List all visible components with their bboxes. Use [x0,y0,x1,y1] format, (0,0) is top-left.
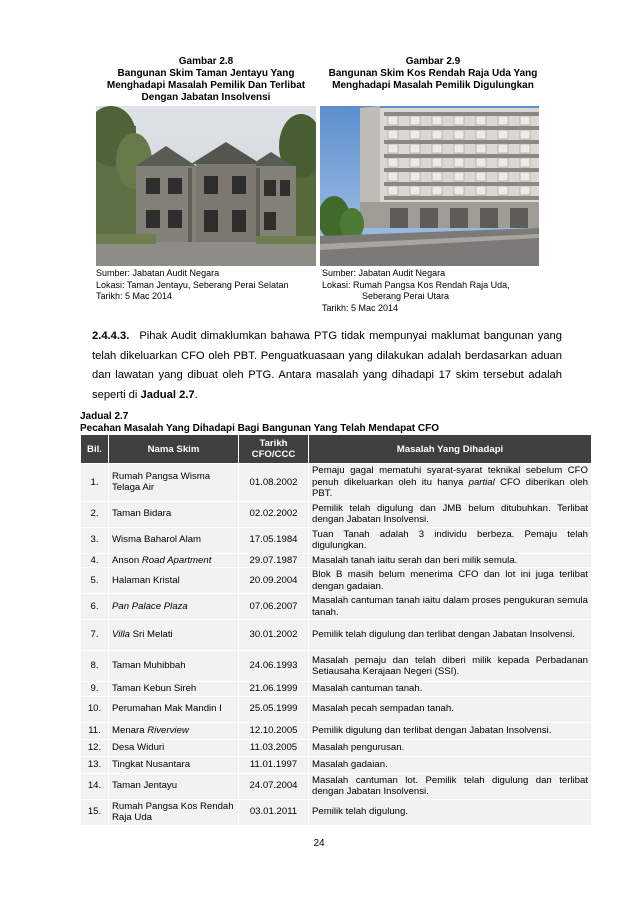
row-tarikh: 12.10.2005 [239,722,309,739]
figure-2-8-title: Gambar 2.8 [178,56,234,67]
row-masalah: Masalah cantuman lot. Pemilik telah digulung dan terlibat dengan Jabatan Insolvensi. [309,773,592,799]
page-number: 24 [313,838,325,849]
figure-2-9-caption: Bangunan Skim Kos Rendah Raja Uda Yang Menghadapi Masalah Pemilik Digulungkan [328,68,538,91]
row-nama-skim: Tingkat Nusantara [109,756,239,773]
figure-2-8-source: Sumber: Jabatan Audit Negara [96,268,220,278]
row-nama-skim: Desa Widuri [109,739,239,756]
photo-raja-uda [320,106,539,266]
table-row [81,620,592,651]
row-tarikh: 01.08.2002 [239,464,309,502]
figure-2-9-date: Tarikh: 5 Mac 2014 [322,302,399,313]
figure-2-8-location: Lokasi: Taman Jentayu, Seberang Perai Selatan [96,279,289,290]
row-masalah: Masalah pecah sempadan tanah. [309,696,592,722]
header-masalah: Masalah Yang Dihadapi [309,435,592,464]
table-header-row [81,435,592,464]
row-nama-skim: Menara Riverview [109,722,239,739]
figure-2-8-caption-block [96,56,316,104]
figure-2-8-source-block [96,268,316,303]
row-nama-skim: Pan Palace Plaza [109,594,239,620]
table-row [81,773,592,799]
figure-2-9-title: Gambar 2.9 [405,56,461,67]
row-tarikh: 25.05.1999 [239,696,309,722]
table-label: Jadual 2.7 [80,411,129,422]
table-row [81,527,592,553]
table-row [81,501,592,527]
paragraph-number: 2.4.4.3. [92,330,130,342]
row-masalah: Pemilik telah digulung dan terlibat dengan Jabatan Insolvensi. [309,620,592,651]
row-bil: 9. [81,682,109,697]
row-nama-skim: Rumah Pangsa Wisma Telaga Air [109,464,239,502]
row-nama-skim: Wisma Baharol Alam [109,527,239,553]
row-bil: 14. [81,773,109,799]
row-masalah: Masalah gadaian. [309,756,592,773]
row-masalah: Pemilik digulung dan terlibat dengan Jabatan Insolvensi. [309,722,592,739]
row-masalah: Pemilik telah digulung. [309,799,592,825]
table-row [81,722,592,739]
figure-2-9-source: Sumber: Jabatan Audit Negara [322,268,446,278]
paragraph-2-4-4-3 [92,327,562,405]
row-bil: 1. [81,464,109,502]
table-row [81,756,592,773]
row-bil: 8. [81,651,109,682]
row-bil: 13. [81,756,109,773]
table-row [81,651,592,682]
row-tarikh: 07.06.2007 [239,594,309,620]
row-bil: 15. [81,799,109,825]
row-masalah: Masalah cantuman tanah iaitu dalam proses pengukuran semula tanah. [309,594,592,620]
row-nama-skim: Halaman Kristal [109,568,239,594]
table-row [81,696,592,722]
row-tarikh: 30.01.2002 [239,620,309,651]
row-nama-skim: Rumah Pangsa Kos Rendah Raja Uda [109,799,239,825]
row-tarikh: 20.09.2004 [239,568,309,594]
figure-2-8-caption: Bangunan Skim Taman Jentayu Yang Menghadapi Masalah Pemilik Dan Terlibat Dengan Jabatan Insolvensi [106,68,306,103]
table-row [81,594,592,620]
paragraph-table-ref: Jadual 2.7 [140,388,195,401]
table-row [81,682,592,697]
row-nama-skim: Taman Bidara [109,501,239,527]
row-tarikh: 29.07.1987 [239,553,309,568]
row-tarikh: 24.06.1993 [239,651,309,682]
table-row [81,739,592,756]
figure-2-9-caption-block [328,56,538,92]
row-nama-skim: Taman Kebun Sireh [109,682,239,697]
figure-2-9-location-cont: Seberang Perai Utara [362,291,450,301]
row-masalah: Tuan Tanah adalah 3 individu berbeza. Pemaju telah digulungkan. [309,527,592,553]
row-tarikh: 11.03.2005 [239,739,309,756]
header-bil: Bil. [81,435,109,464]
paragraph-text: Pihak Audit dimaklumkan bahawa PTG tidak mempunyai maklumat bangunan yang telah dikeluarkan CFO oleh PBT. Penguatkuasaan yang dilakukan adalah berdasarkan aduan dan lawatan yang dibuat oleh PTG. Antara masalah yang dihadapi 17 skim tersebut adalah seperti di [92,330,562,401]
table-row [81,464,592,502]
table-title: Pecahan Masalah Yang Dihadapi Bagi Bangunan Yang Telah Mendapat CFO [80,422,439,434]
row-masalah: Pemilik telah digulung dan JMB belum ditubuhkan. Terlibat dengan Jabatan Insolvensi. [309,501,592,527]
row-nama-skim: Taman Muhibbah [109,651,239,682]
row-masalah: Masalah tanah iaitu serah dan beri milik semula. [309,553,592,568]
row-tarikh: 17.05.1984 [239,527,309,553]
row-bil: 5. [81,568,109,594]
header-nama-skim: Nama Skim [109,435,239,464]
row-bil: 12. [81,739,109,756]
table-heading [80,411,600,434]
problems-table [80,434,592,826]
row-nama-skim: Taman Jentayu [109,773,239,799]
row-tarikh: 11.01.1997 [239,756,309,773]
row-bil: 11. [81,722,109,739]
row-bil: 4. [81,553,109,568]
row-nama-skim: Villa Sri Melati [109,620,239,651]
row-bil: 3. [81,527,109,553]
row-tarikh: 24.07.2004 [239,773,309,799]
photo-taman-jentayu [96,106,316,266]
figure-2-8-date: Tarikh: 5 Mac 2014 [96,291,173,301]
row-tarikh: 03.01.2011 [239,799,309,825]
row-masalah: Blok B masih belum menerima CFO dan lot ini juga terlibat dengan gadaian. [309,568,592,594]
table-row [81,568,592,594]
row-nama-skim: Perumahan Mak Mandin I [109,696,239,722]
row-masalah: Pemaju gagal mematuhi syarat-syarat teknikal sebelum CFO penuh dikeluarkan oleh itu hanya partial CFO diberikan oleh PBT. [309,464,592,502]
header-tarikh: Tarikh CFO/CCC [239,435,309,464]
table-row [81,799,592,825]
row-bil: 7. [81,620,109,651]
row-nama-skim: Anson Road Apartment [109,553,239,568]
row-tarikh: 21.06.1999 [239,682,309,697]
figure-2-9-source-block [322,268,542,314]
row-tarikh: 02.02.2002 [239,501,309,527]
row-masalah: Masalah pengurusan. [309,739,592,756]
paragraph-end: . [194,388,198,401]
table-row [81,553,592,568]
figure-2-9-location: Lokasi: Rumah Pangsa Kos Rendah Raja Uda, [322,279,510,290]
row-bil: 6. [81,594,109,620]
row-masalah: Masalah pemaju dan telah diberi milik kepada Perbadanan Setiausaha Kerajaan Negeri (SSI). [309,651,592,682]
row-bil: 2. [81,501,109,527]
row-masalah: Masalah cantuman tanah. [309,682,592,697]
row-bil: 10. [81,696,109,722]
